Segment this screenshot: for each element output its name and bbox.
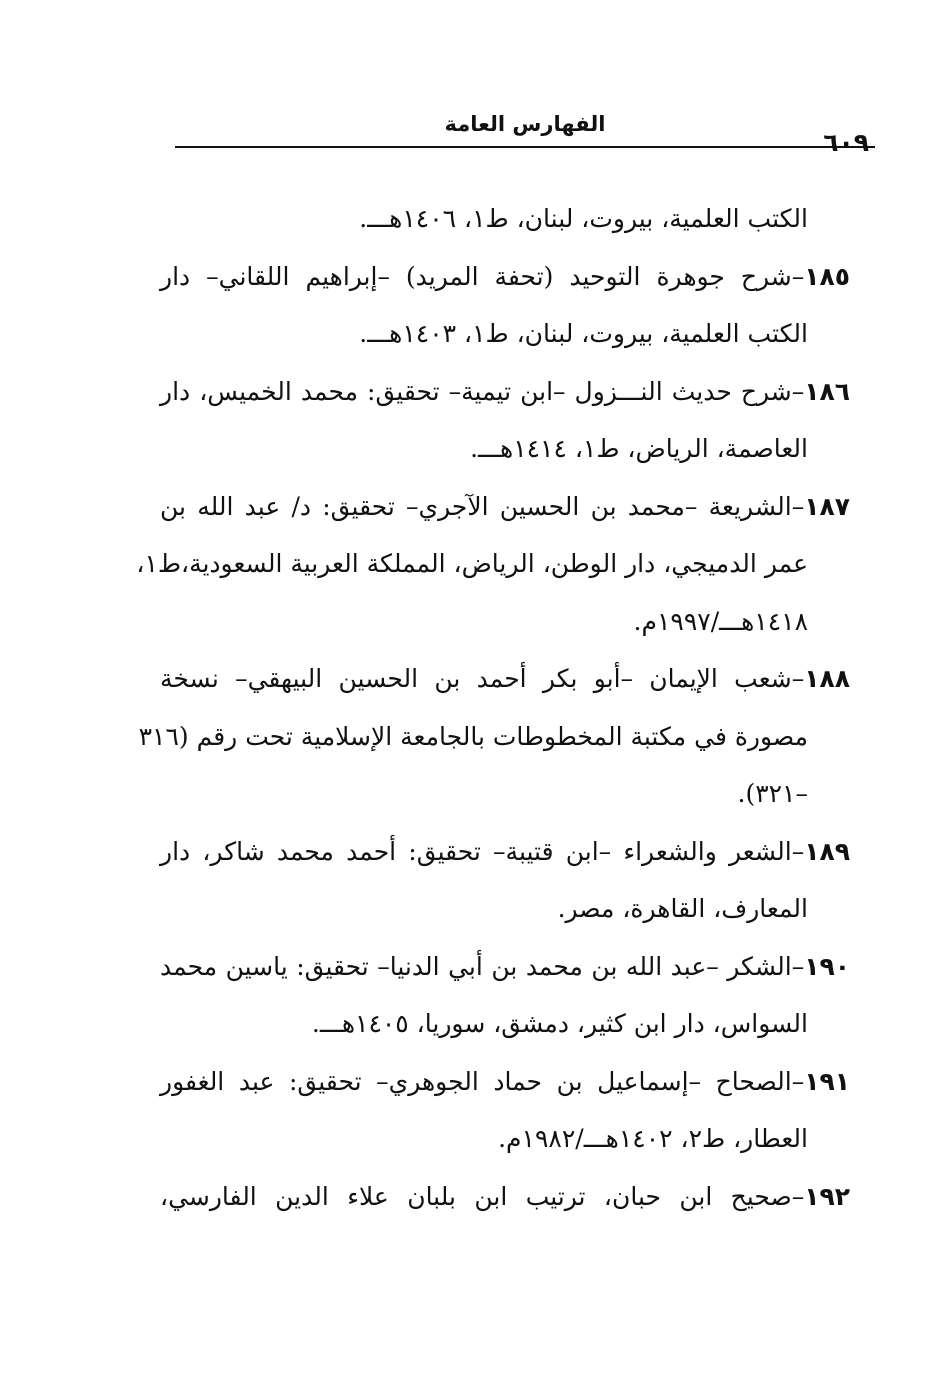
entry-line: –شرح حديث النـــزول –ابن تيمية– تحقيق: محمد الخميس، دار	[160, 376, 805, 406]
page-number: ٦٠٩	[823, 128, 869, 157]
entry-line: العاصمة، الرياض، ط١، ١٤١٤هـــ.	[470, 434, 808, 463]
entry-line: ١٤١٨هـــ/١٩٩٧م.	[633, 606, 808, 636]
entry-number: ١٨٧	[804, 491, 850, 521]
bibliography-entry-192	[160, 1168, 850, 1226]
entry-first-line	[160, 650, 850, 708]
entry-number: ١٨٦	[804, 376, 850, 406]
entry-first-line	[160, 823, 850, 881]
entry-line: العطار، ط٢، ١٤٠٢هـــ/١٩٨٢م.	[498, 1124, 808, 1153]
entry-first-line	[160, 1168, 850, 1226]
entry-first-line	[160, 478, 850, 536]
entry-line: –صحيح ابن حبان، ترتيب ابن بلبان علاء الدين الفارسي،	[160, 1181, 805, 1211]
entry-line: المعارف، القاهرة، مصر.	[557, 894, 808, 923]
running-title: الفهارس العامة	[444, 112, 606, 136]
entry-line: الكتب العلمية، بيروت، لبنان، ط١، ١٤٠٣هـــ.	[359, 319, 808, 348]
entry-first-line	[160, 938, 850, 996]
bibliography-entry-191	[160, 1053, 850, 1168]
page-header	[175, 100, 875, 160]
entry-line: مصورة في مكتبة المخطوطات بالجامعة الإسلامية تحت رقم (٣١٦	[138, 721, 808, 751]
entry-line: –شرح جوهرة التوحيد (تحفة المريد) –إبراهيم اللقاني– دار	[160, 261, 805, 291]
bibliography-entry-189	[160, 823, 850, 938]
entry-first-line	[160, 1053, 850, 1111]
entry-line: –٣٢١).	[737, 779, 808, 808]
entry-first-line	[160, 363, 850, 421]
bibliography-entry-185	[160, 248, 850, 363]
entry-line: السواس، دار ابن كثير، دمشق، سوريا، ١٤٠٥هـــ.	[311, 1009, 808, 1038]
entry-line: –شعب الإيمان –أبو بكر أحمد بن الحسين البيهقي– نسخة	[160, 664, 805, 693]
entry-first-line	[160, 248, 850, 306]
entry-number: ١٩١	[804, 1066, 850, 1096]
bibliography-list	[136, 190, 850, 1225]
entry-line: –الشعر والشعراء –ابن قتيبة– تحقيق: أحمد محمد شاكر، دار	[160, 836, 805, 866]
entry-line: الكتب العلمية، بيروت، لبنان، ط١، ١٤٠٦هـــ.	[359, 204, 808, 233]
entry-number: ١٩٢	[804, 1181, 850, 1211]
entry-line: عمر الدميجي، دار الوطن، الرياض، المملكة العربية السعودية،ط١،	[136, 549, 808, 578]
entry-line: –الصحاح –إسماعيل بن حماد الجوهري– تحقيق: عبد الغفور	[160, 1066, 805, 1096]
entry-number: ١٨٩	[804, 836, 850, 866]
entry-line: –الشكر –عبد الله بن محمد بن أبي الدنيا– تحقيق: ياسين محمد	[160, 951, 805, 981]
bibliography-entry-continued	[160, 190, 850, 248]
bibliography-entry-186	[160, 363, 850, 478]
bibliography-entry-190	[160, 938, 850, 1053]
header-rule	[175, 146, 875, 148]
entry-number: ١٨٨	[804, 664, 850, 693]
bibliography-entry-187	[136, 478, 850, 651]
entry-number: ١٩٠	[804, 951, 850, 981]
entry-number: ١٨٥	[804, 261, 850, 291]
entry-line: –الشريعة –محمد بن الحسين الآجري– تحقيق: د/ عبد الله بن	[160, 491, 805, 521]
bibliography-entry-188	[138, 650, 850, 823]
